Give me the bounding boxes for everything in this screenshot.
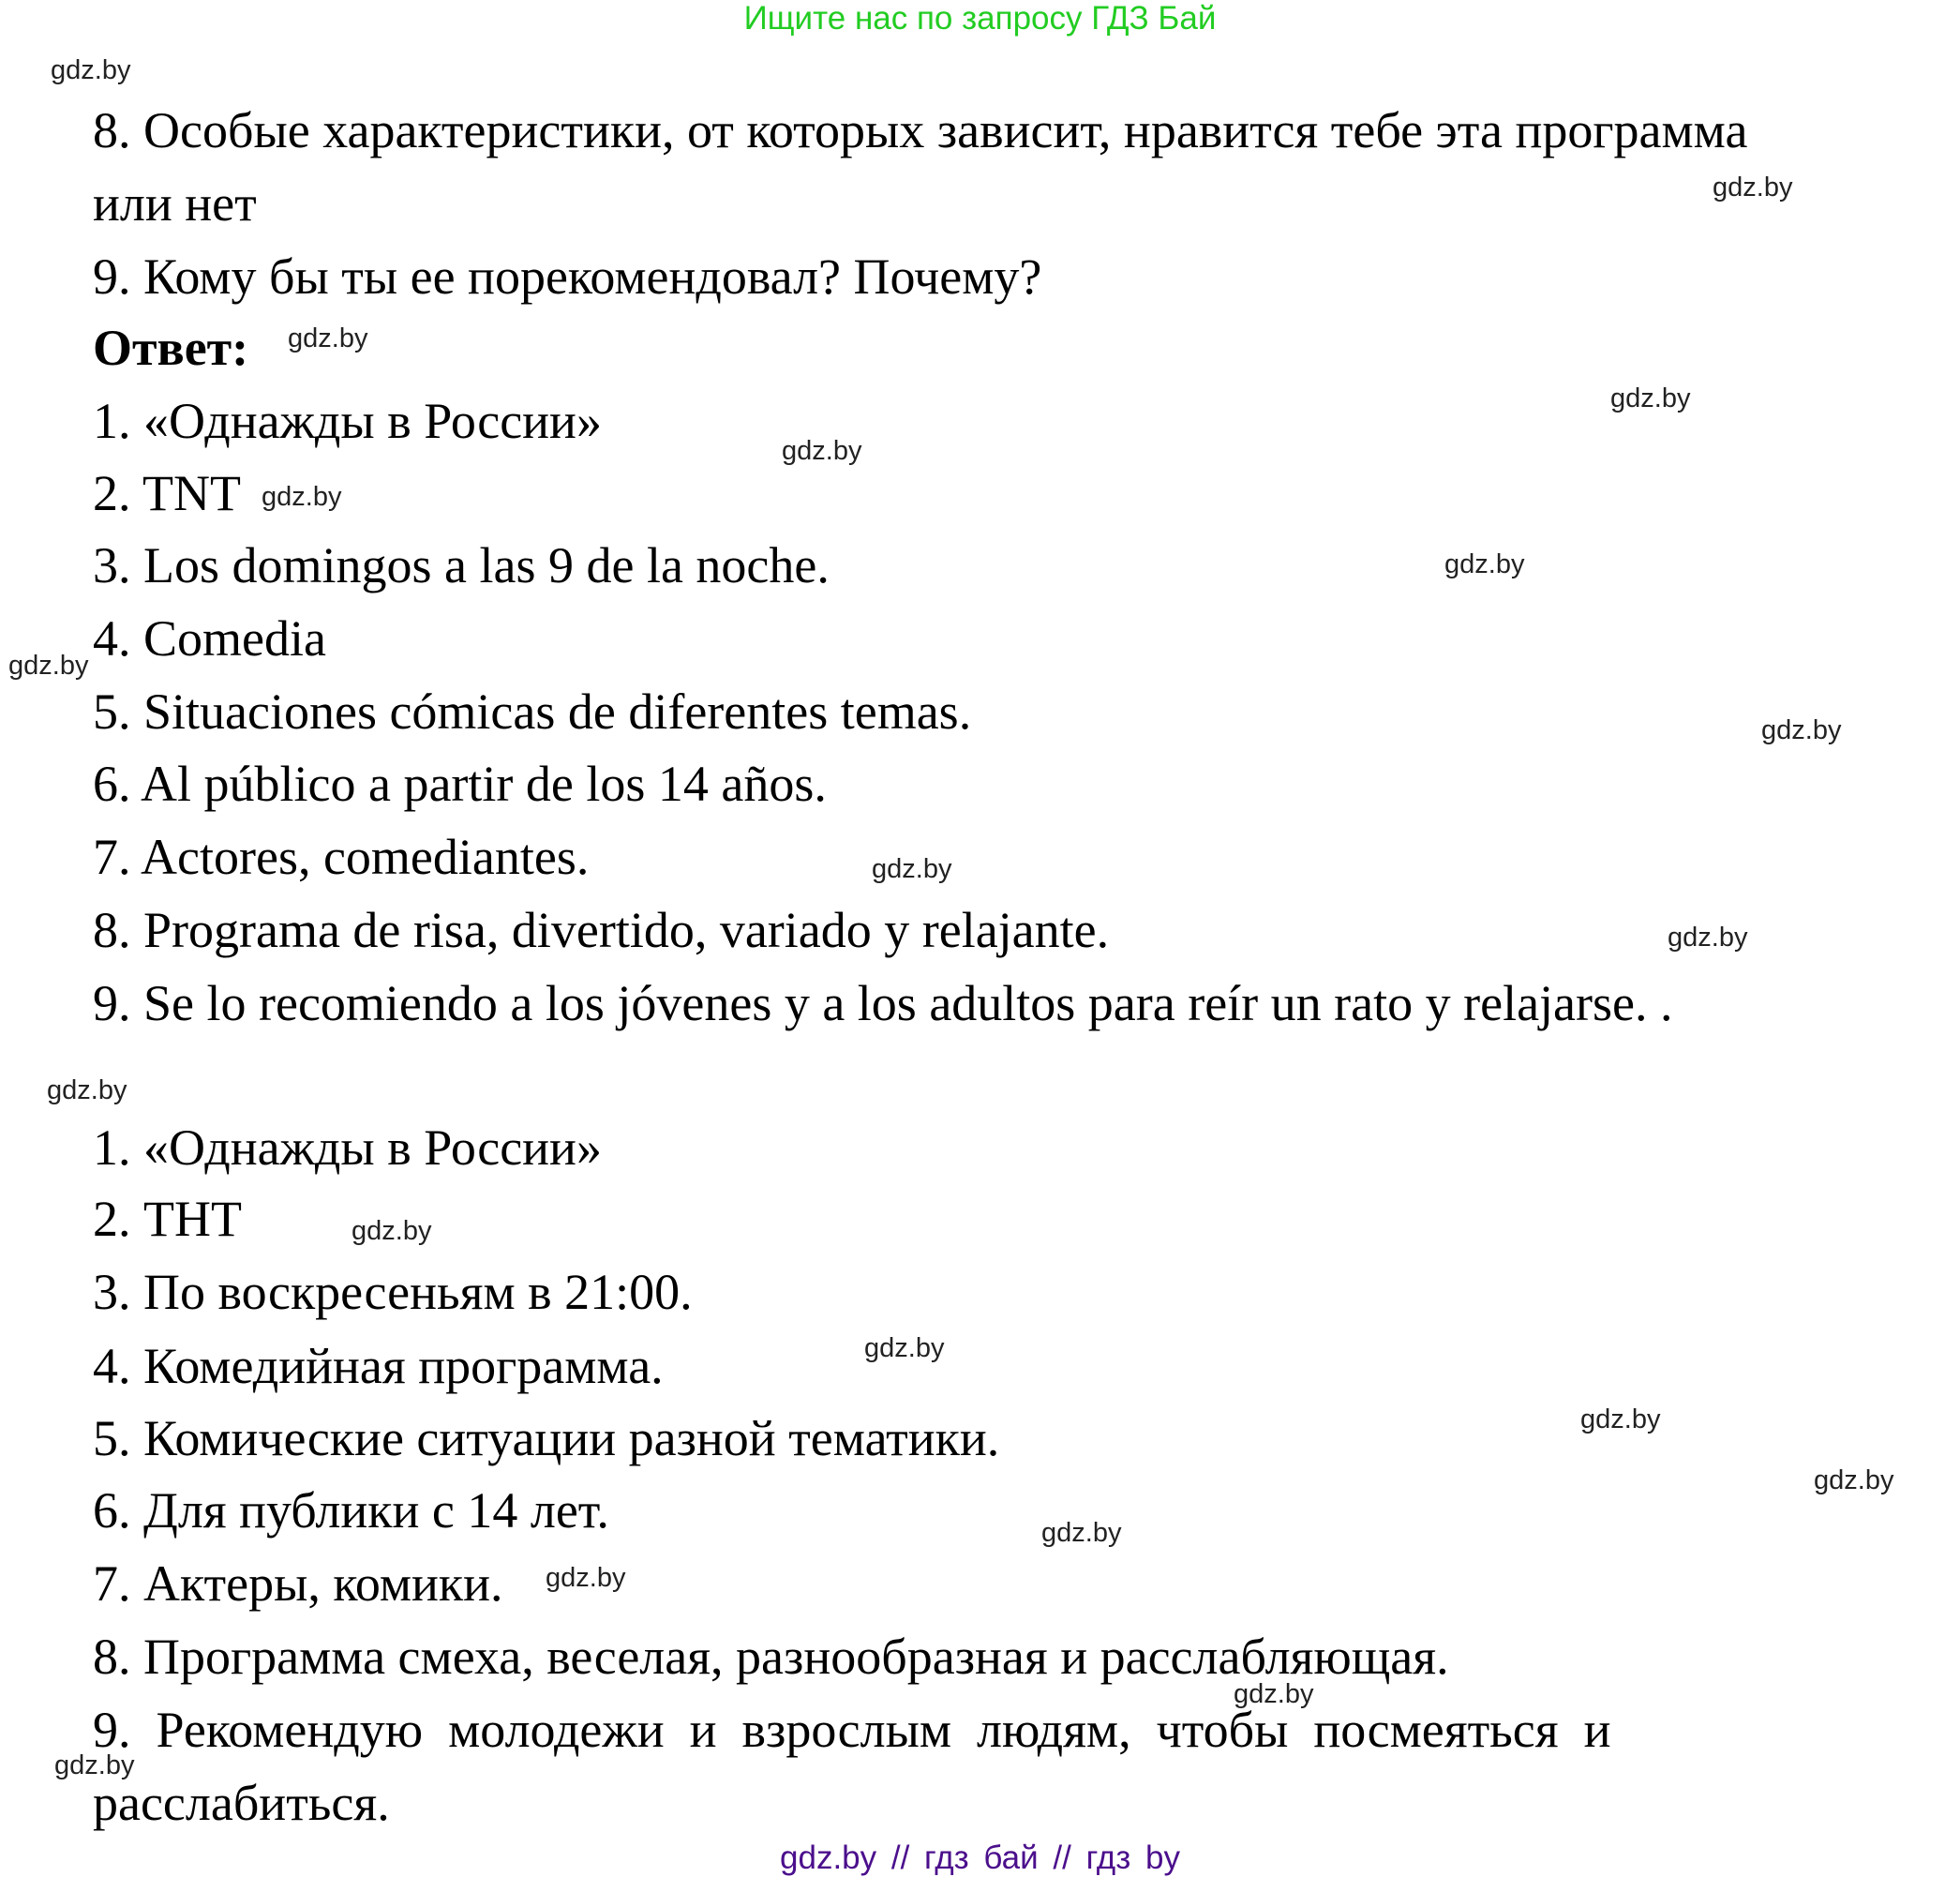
watermark: gdz.by	[51, 55, 131, 85]
answer-es-line: 6. Al público a partir de los 14 años.	[93, 756, 827, 812]
watermark: gdz.by	[1814, 1465, 1894, 1495]
answer-es-line: 1. «Однажды в России»	[93, 393, 602, 449]
watermark: gdz.by	[1041, 1518, 1122, 1548]
watermark: gdz.by	[352, 1216, 432, 1246]
watermark: gdz.by	[864, 1333, 945, 1363]
search-banner: Ищите нас по запросу ГДЗ Бай	[743, 0, 1217, 37]
answer-es-line: 9. Se lo recomiendo a los jóvenes y a los adultos para reír un rato y relajarse. .	[93, 975, 1673, 1031]
question-line: 9. Кому бы ты ее порекомендовал? Почему?	[93, 248, 1042, 305]
answer-ru-line: 9. Рекомендую молодежи и взрослым людям, чтобы посмеяться и	[93, 1702, 1611, 1758]
watermark: gdz.by	[1444, 549, 1525, 579]
watermark: gdz.by	[1761, 715, 1842, 745]
watermark: gdz.by	[47, 1075, 127, 1105]
answer-es-line: 5. Situaciones cómicas de diferentes temas.	[93, 683, 972, 740]
watermark: gdz.by	[546, 1563, 626, 1593]
watermark: gdz.by	[1580, 1404, 1661, 1434]
answer-ru-line: расслабиться.	[93, 1775, 390, 1831]
watermark: gdz.by	[1668, 923, 1748, 953]
answer-ru-line: 4. Комедийная программа.	[93, 1338, 664, 1394]
watermark: gdz.by	[288, 323, 368, 353]
watermark: gdz.by	[8, 651, 89, 681]
watermark: gdz.by	[54, 1750, 135, 1780]
answer-es-line: 2. TNT	[93, 465, 241, 521]
watermark: gdz.by	[1234, 1679, 1314, 1709]
watermark: gdz.by	[262, 482, 342, 512]
answer-es-line: 8. Programa de risa, divertido, variado y relajante.	[93, 902, 1110, 958]
watermark: gdz.by	[872, 854, 952, 884]
watermark: gdz.by	[1610, 383, 1691, 413]
watermark: gdz.by	[782, 436, 862, 466]
answer-ru-line: 1. «Однажды в России»	[93, 1119, 602, 1176]
watermark: gdz.by	[1713, 173, 1793, 203]
answer-ru-line: 6. Для публики с 14 лет.	[93, 1482, 609, 1539]
answer-ru-line: 5. Комические ситуации разной тематики.	[93, 1410, 1000, 1466]
answer-es-line: 7. Actores, comediantes.	[93, 829, 590, 885]
answer-ru-line: 2. ТНТ	[93, 1191, 242, 1247]
answer-es-line: 3. Los domingos a las 9 de la noche.	[93, 537, 830, 593]
answer-es-line: 4. Comedia	[93, 610, 326, 667]
answer-ru-line: 3. По воскресеньям в 21:00.	[93, 1264, 693, 1320]
question-line: или нет	[93, 175, 257, 232]
question-line: 8. Особые характеристики, от которых зависит, нравится тебе эта программа	[93, 102, 1748, 158]
answer-ru-line: 7. Актеры, комики.	[93, 1555, 503, 1612]
answer-heading: Ответ:	[93, 320, 249, 376]
footer-links: gdz.by // гдз бай // гдз by	[780, 1839, 1180, 1876]
answer-ru-line: 8. Программа смеха, веселая, разнообразная и расслабляющая.	[93, 1629, 1449, 1685]
